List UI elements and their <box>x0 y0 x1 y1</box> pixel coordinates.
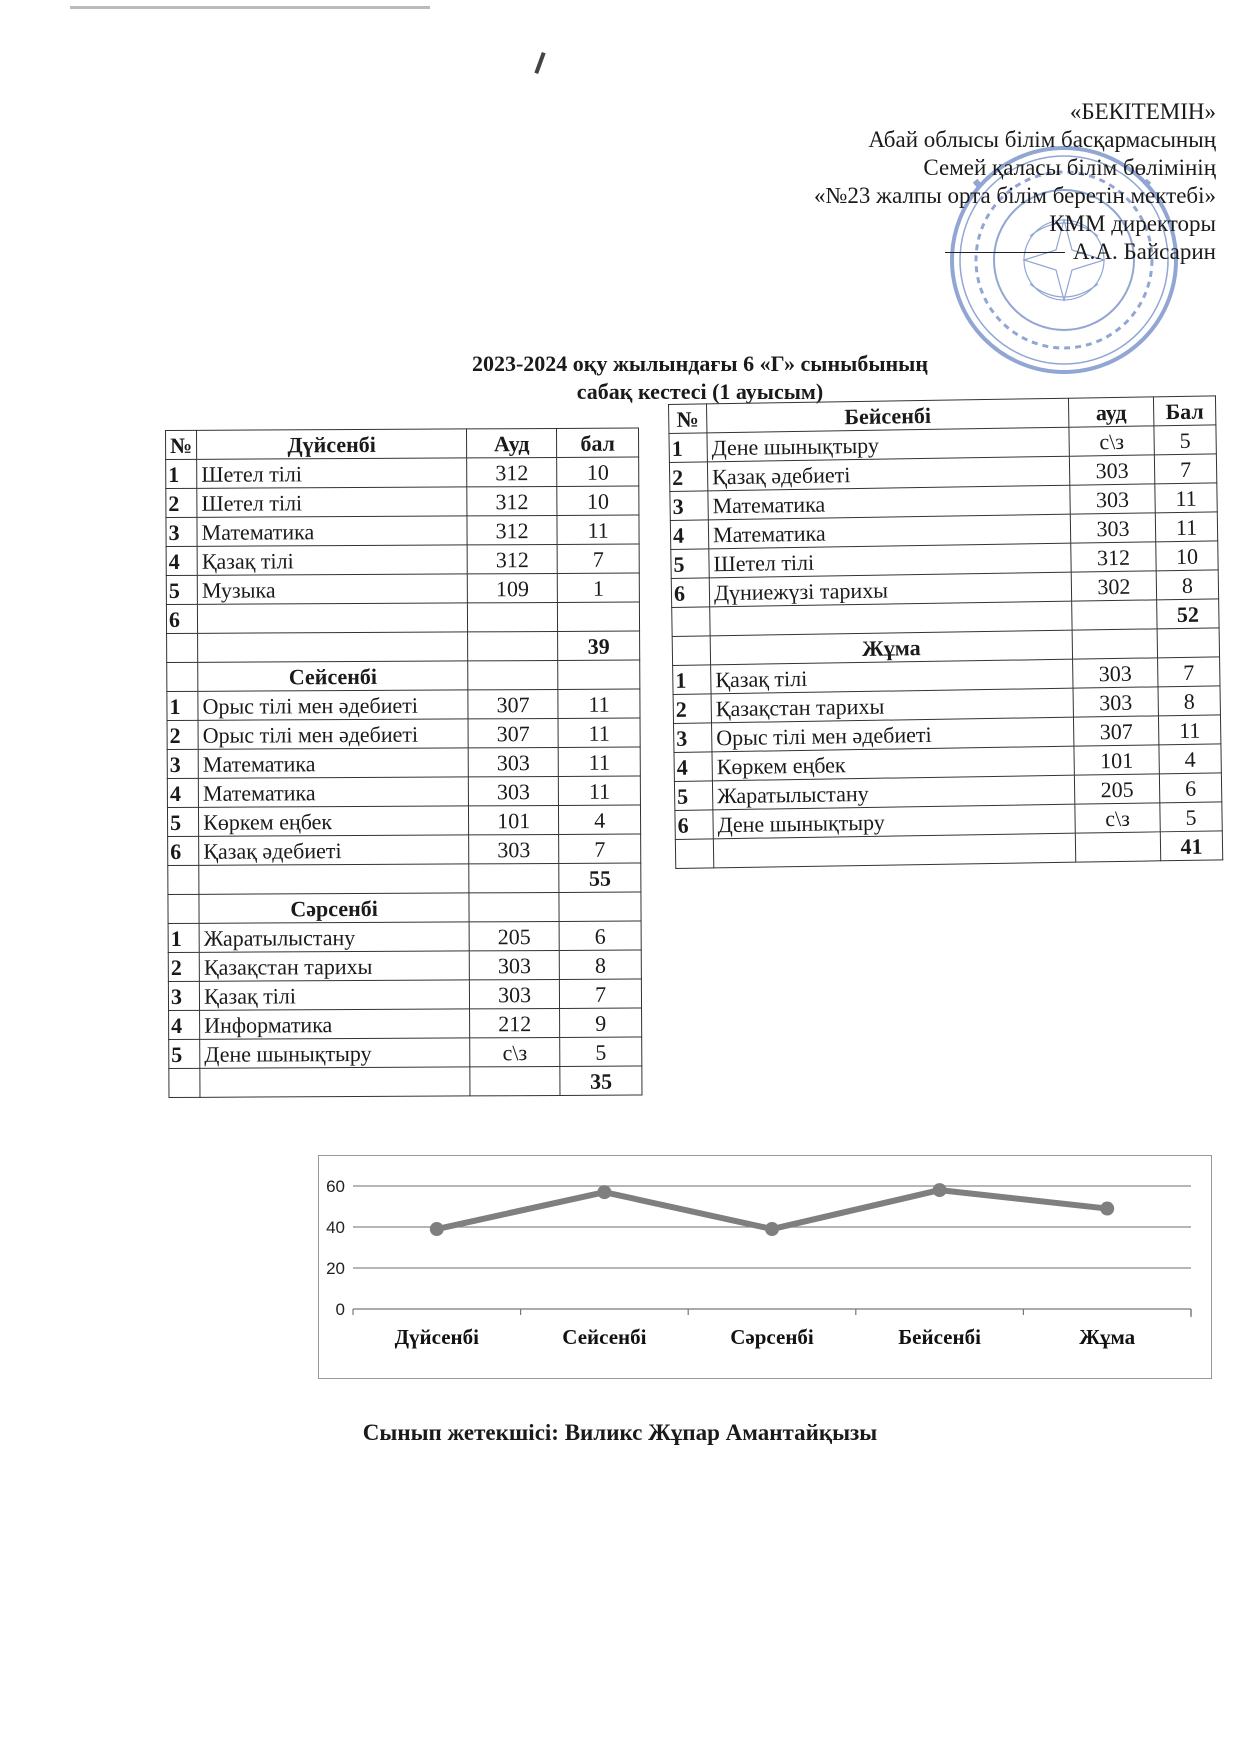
lesson-room: 303 <box>1073 658 1158 688</box>
empty-cell <box>1072 629 1157 659</box>
lesson-score: 8 <box>559 950 641 979</box>
empty-cell <box>1072 600 1157 630</box>
lesson-number: 4 <box>166 546 197 575</box>
lesson-score: 7 <box>557 544 639 573</box>
lesson-number: 5 <box>167 807 198 836</box>
lesson-room: 307 <box>1073 716 1158 746</box>
lesson-subject: Орыс тілі мен әдебиеті <box>712 717 1074 752</box>
y-tick-label: 60 <box>326 1177 345 1196</box>
empty-cell <box>169 1068 200 1097</box>
lesson-score: 7 <box>1154 454 1216 484</box>
lesson-subject: Қазақстан тарихы <box>711 688 1073 723</box>
lesson-score: 11 <box>1155 512 1217 542</box>
table-row <box>169 1008 642 1039</box>
lesson-subject: Қазақстан тарихы <box>199 951 469 981</box>
title-line-2: сабақ кестесі (1 ауысым) <box>576 379 824 404</box>
lesson-number: 5 <box>671 549 709 579</box>
empty-cell <box>468 660 558 689</box>
lesson-subject: Шетел тілі <box>197 458 467 488</box>
title-line-1: 2023-2024 оқу жылындағы 6 «Г» сыныбының <box>471 351 929 376</box>
lesson-score: 8 <box>1158 686 1220 716</box>
lesson-room: 303 <box>1073 687 1158 717</box>
header-room: Ауд <box>467 428 557 457</box>
day-total-score: 39 <box>558 631 640 660</box>
weekly-load-chart <box>318 1155 1212 1379</box>
approval-block <box>814 98 1216 266</box>
approval-heading: «БЕКІТЕМІН» <box>1069 99 1216 124</box>
table-row <box>168 950 641 981</box>
empty-cell <box>198 632 468 662</box>
empty-cell <box>469 863 559 892</box>
lesson-room: 312 <box>467 544 557 573</box>
lesson-number: 6 <box>671 578 709 608</box>
header-num: № <box>669 404 707 434</box>
table-row <box>166 457 639 488</box>
lesson-number: 5 <box>169 1039 200 1068</box>
lesson-room: 205 <box>469 921 559 950</box>
right-table-body <box>669 396 1223 869</box>
data-point <box>597 1185 611 1199</box>
lesson-score: 7 <box>1158 657 1220 687</box>
lesson-subject: Математика <box>708 514 1070 549</box>
lesson-score: 11 <box>1155 483 1217 513</box>
signature-underline <box>945 252 1065 253</box>
day-total-score: 52 <box>1157 599 1219 629</box>
lesson-number: 4 <box>167 778 198 807</box>
lesson-score: 4 <box>1159 744 1221 774</box>
lesson-subject: Дене шынықтыру <box>200 1038 470 1068</box>
lesson-room: 307 <box>468 718 558 747</box>
line-chart-svg <box>319 1156 1211 1378</box>
x-tick-label: Бейсенбі <box>898 1325 981 1349</box>
approval-signature-line <box>814 238 1216 266</box>
lesson-subject: Дене шынықтыру <box>713 804 1075 839</box>
empty-cell <box>470 1066 560 1095</box>
empty-cell <box>167 633 198 662</box>
day-title-row <box>167 660 640 691</box>
x-tick-label: Сейсенбі <box>562 1325 647 1349</box>
table-row <box>168 834 641 865</box>
header-room: ауд <box>1068 397 1153 427</box>
lesson-score: 1 <box>557 573 639 602</box>
lesson-room: 302 <box>1071 571 1156 601</box>
table-row <box>166 573 639 604</box>
lesson-number: 1 <box>167 691 198 720</box>
approval-line-position: КММ директоры <box>1049 211 1216 236</box>
left-table-body <box>166 428 643 1097</box>
lesson-number: 6 <box>675 810 713 840</box>
table-row <box>166 486 639 517</box>
lesson-room: с\з <box>470 1037 560 1066</box>
lesson-score: 6 <box>559 921 641 950</box>
day-title-wednesday: Сәрсенбі <box>199 893 469 923</box>
header-score: бал <box>557 428 639 457</box>
lesson-number: 2 <box>673 694 711 724</box>
lesson-number: 2 <box>166 488 197 517</box>
table-row <box>167 805 640 836</box>
lesson-number: 4 <box>670 520 708 550</box>
lesson-subject: Дене шынықтыру <box>707 427 1069 462</box>
empty-cell <box>168 865 199 894</box>
lesson-score: 4 <box>559 805 641 834</box>
table-row <box>169 1037 642 1068</box>
data-point <box>933 1183 947 1197</box>
day-title-tuesday: Сейсенбі <box>198 661 468 691</box>
lesson-score <box>558 602 640 631</box>
empty-cell <box>1075 832 1160 862</box>
lesson-room: 303 <box>468 747 558 776</box>
lesson-room: 205 <box>1074 774 1159 804</box>
lesson-score: 5 <box>560 1037 642 1066</box>
day-total-score: 41 <box>1160 831 1222 861</box>
lesson-number: 3 <box>674 723 712 753</box>
approval-line-region: Абай облысы білім басқармасының <box>868 127 1216 152</box>
lesson-score: 7 <box>559 834 641 863</box>
lesson-room: с\з <box>1075 803 1160 833</box>
lesson-room: 303 <box>1069 455 1154 485</box>
lesson-number: 6 <box>168 836 199 865</box>
total-row <box>167 631 640 662</box>
lesson-score: 11 <box>558 747 640 776</box>
lesson-score: 6 <box>1159 773 1221 803</box>
empty-cell <box>713 833 1075 868</box>
total-row <box>169 1066 642 1097</box>
lesson-score: 11 <box>558 718 640 747</box>
empty-cell <box>469 892 559 921</box>
lesson-room: 312 <box>467 486 557 515</box>
table-row <box>167 718 640 749</box>
lesson-number: 1 <box>669 433 707 463</box>
x-tick-label: Сәрсенбі <box>730 1325 814 1349</box>
lesson-number: 1 <box>168 923 199 952</box>
lesson-score: 8 <box>1156 570 1218 600</box>
lesson-number: 4 <box>674 752 712 782</box>
lesson-number: 3 <box>166 517 197 546</box>
lesson-room: 312 <box>467 515 557 544</box>
table-row <box>167 776 640 807</box>
lesson-number: 5 <box>674 781 712 811</box>
empty-cell <box>559 892 641 921</box>
lesson-score: 10 <box>557 457 639 486</box>
header-day-thursday: Бейсенбі <box>707 398 1069 433</box>
lesson-room: 101 <box>469 805 559 834</box>
total-row <box>168 863 641 894</box>
lesson-room: 312 <box>1071 542 1156 572</box>
empty-cell <box>200 1067 470 1097</box>
empty-cell <box>672 636 710 666</box>
lesson-score: 10 <box>1156 541 1218 571</box>
lesson-subject: Қазақ тілі <box>199 980 469 1010</box>
empty-cell <box>199 864 469 894</box>
empty-cell <box>168 894 199 923</box>
lesson-number: 2 <box>167 720 198 749</box>
empty-cell <box>1157 628 1219 658</box>
day-total-score: 35 <box>560 1066 642 1095</box>
lesson-score: 5 <box>1154 425 1216 455</box>
table-row <box>168 921 641 952</box>
lesson-subject: Жаратылыстану <box>199 922 469 952</box>
lesson-room: 312 <box>467 457 557 486</box>
empty-cell <box>167 662 198 691</box>
table-row <box>168 979 641 1010</box>
table-row <box>167 747 640 778</box>
lesson-room: 212 <box>470 1008 560 1037</box>
lesson-subject: Көркем еңбек <box>712 746 1074 781</box>
lesson-number: 6 <box>166 604 197 633</box>
lesson-subject: Математика <box>198 777 468 807</box>
lesson-room: с\з <box>1069 426 1154 456</box>
data-point <box>1100 1202 1114 1216</box>
lesson-room: 101 <box>1074 745 1159 775</box>
scan-mark <box>534 52 545 74</box>
header-day-monday: Дүйсенбі <box>197 429 467 459</box>
empty-cell <box>468 631 558 660</box>
lesson-subject: Математика <box>198 748 468 778</box>
table-row <box>167 689 640 720</box>
lesson-subject: Информатика <box>200 1009 470 1039</box>
x-tick-label: Дүйсенбі <box>394 1325 479 1349</box>
y-tick-label: 20 <box>326 1259 345 1278</box>
table-row <box>166 602 639 633</box>
lesson-score: 9 <box>560 1008 642 1037</box>
lesson-subject: Шетел тілі <box>197 487 467 517</box>
lesson-subject: Орыс тілі мен әдебиеті <box>198 690 468 720</box>
approval-line-school: «№23 жалпы орта білім беретін мектебі» <box>813 183 1216 208</box>
data-point <box>430 1222 444 1236</box>
y-tick-label: 0 <box>335 1300 345 1319</box>
lesson-number: 3 <box>670 491 708 521</box>
lesson-room: 307 <box>468 689 558 718</box>
lesson-score: 7 <box>559 979 641 1008</box>
lesson-number: 3 <box>168 981 199 1010</box>
lesson-score: 11 <box>1158 715 1220 745</box>
lesson-subject: Дүниежүзі тарихы <box>709 572 1071 607</box>
lesson-subject: Көркем еңбек <box>199 806 469 836</box>
lesson-room: 109 <box>467 573 557 602</box>
header-score: Бал <box>1153 396 1215 426</box>
header-num: № <box>166 430 197 459</box>
lesson-score: 11 <box>557 515 639 544</box>
class-teacher-footer: Сынып жетекшісі: Виликс Жұпар Амантайқызы <box>362 1420 878 1445</box>
lesson-subject: Математика <box>708 485 1070 520</box>
lesson-subject <box>198 603 468 633</box>
lesson-score: 11 <box>558 689 640 718</box>
table-row <box>166 515 639 546</box>
table-header-row <box>166 428 639 459</box>
lesson-room: 303 <box>469 950 559 979</box>
lesson-subject: Жаратылыстану <box>712 775 1074 810</box>
lesson-number: 3 <box>167 749 198 778</box>
lesson-subject: Қазақ тілі <box>711 659 1073 694</box>
lesson-room: 303 <box>468 776 558 805</box>
lesson-room <box>468 602 558 631</box>
lesson-score: 11 <box>558 776 640 805</box>
table-row <box>166 544 639 575</box>
data-point <box>765 1222 779 1236</box>
lesson-subject: Музыка <box>197 574 467 604</box>
lesson-number: 5 <box>166 575 197 604</box>
lesson-number: 2 <box>669 462 707 492</box>
empty-cell <box>675 839 713 869</box>
lesson-room: 303 <box>469 979 559 1008</box>
lesson-subject: Орыс тілі мен әдебиеті <box>198 719 468 749</box>
lesson-subject: Қазақ әдебиеті <box>199 835 469 865</box>
lesson-room: 303 <box>469 834 559 863</box>
x-tick-label: Жұма <box>1079 1325 1136 1349</box>
y-tick-label: 40 <box>326 1218 345 1237</box>
lesson-number: 2 <box>168 952 199 981</box>
day-title-row <box>168 892 641 923</box>
lesson-number: 1 <box>166 459 197 488</box>
schedule-table-right <box>668 395 1223 869</box>
day-total-score: 55 <box>559 863 641 892</box>
lesson-subject: Математика <box>197 516 467 546</box>
approval-signer: А.А. Байсарин <box>1072 239 1216 264</box>
lesson-subject: Шетел тілі <box>709 543 1071 578</box>
empty-cell <box>672 607 710 637</box>
lesson-subject: Қазақ тілі <box>197 545 467 575</box>
lesson-number: 4 <box>169 1010 200 1039</box>
scan-edge-line <box>70 6 430 9</box>
approval-line-city: Семей қаласы білім бөлімінің <box>923 155 1216 180</box>
lesson-room: 303 <box>1070 484 1155 514</box>
lesson-score: 10 <box>557 486 639 515</box>
lesson-room: 303 <box>1070 513 1155 543</box>
document-title <box>380 350 1020 406</box>
lesson-score: 5 <box>1160 802 1222 832</box>
day-title-friday: Жұма <box>710 630 1072 665</box>
lesson-number: 1 <box>673 665 711 695</box>
empty-cell <box>558 660 640 689</box>
schedule-table-left <box>165 428 643 1098</box>
lesson-subject: Қазақ әдебиеті <box>707 456 1069 491</box>
